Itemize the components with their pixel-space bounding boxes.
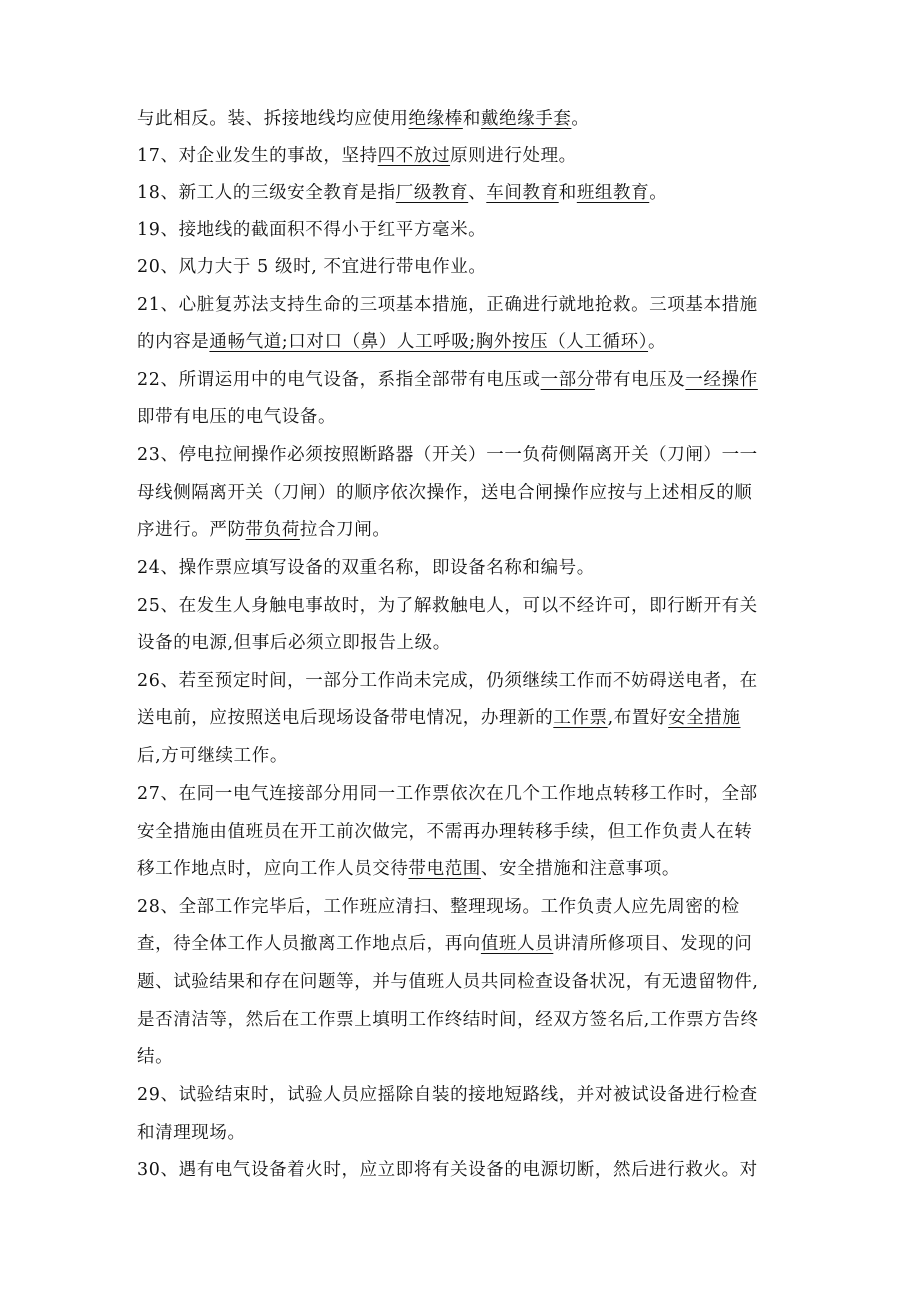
underlined-answer: 通畅气道;口对口（鼻）人工呼吸;胸外按压（人工循环） <box>209 332 649 352</box>
text-segment: 和 <box>558 183 577 203</box>
underlined-answer: 绝缘棒 <box>408 109 463 129</box>
text-line <box>137 144 577 168</box>
text-segment: 拉合刀闸。 <box>299 520 391 540</box>
text-segment: 25、在发生人身触电事故时，为了解救触电人，可以不经许可，即行断开有关 <box>137 596 758 616</box>
text-line <box>137 820 752 844</box>
text-line <box>137 218 486 242</box>
text-line <box>137 1158 758 1182</box>
text-segment: 的内容是 <box>137 332 210 352</box>
text-line <box>137 970 759 994</box>
underlined-answer: 四不放过 <box>377 146 451 166</box>
text-segment: 移工作地点时，应向工作人员交待 <box>137 859 409 879</box>
text-line <box>137 895 740 919</box>
text-segment: 20、风力大于 5 级时, 不宜进行带电作业。 <box>137 257 487 277</box>
text-segment: 18、新工人的三级安全教育是指 <box>137 183 396 203</box>
text-line <box>137 107 590 131</box>
underlined-answer: 厂级教育 <box>395 183 469 203</box>
text-segment: 。 <box>649 183 668 203</box>
text-segment: 序进行。严防 <box>137 520 246 540</box>
text-segment: 26、若至预定时间，一部分工作尚未完成，仍须继续工作而不妨碍送电者，在 <box>137 671 758 691</box>
text-line <box>137 181 667 205</box>
text-segment: 母线侧隔离开关（刀闸）的顺序依次操作，送电合闸操作应按与上述相反的顺 <box>137 483 753 503</box>
text-line <box>137 1008 759 1032</box>
text-line <box>137 330 666 354</box>
text-line <box>137 481 752 505</box>
text-segment: 后,方可继续工作。 <box>137 746 288 766</box>
text-line <box>137 594 758 618</box>
underlined-answer: 值班人员 <box>480 934 554 954</box>
text-segment: 和清理现场。 <box>137 1123 246 1143</box>
text-line <box>137 405 336 429</box>
text-segment: 即带有电压的电气设备。 <box>137 407 337 427</box>
text-segment: 。 <box>648 332 667 352</box>
underlined-answer: 带电范围 <box>408 859 481 879</box>
text-segment: ,布置好 <box>607 708 669 728</box>
text-line <box>137 443 758 467</box>
text-segment: 带有电压及 <box>594 370 686 390</box>
text-segment: 结。 <box>137 1047 174 1067</box>
text-line <box>137 293 758 317</box>
text-segment: 27、在同一电气连接部分用同一工作票依次在几个工作地点转移工作时，全部 <box>137 784 758 804</box>
text-segment: 17、对企业发生的事故，坚持 <box>137 146 378 166</box>
text-segment: 查，待全体工作人员撤离工作地点后，再向 <box>137 934 481 954</box>
text-segment: 和 <box>462 109 481 129</box>
text-line <box>137 744 288 768</box>
text-line <box>137 1045 173 1069</box>
text-line <box>137 556 595 580</box>
text-line <box>137 1083 758 1107</box>
text-segment: 是否清洁等，然后在工作票上填明工作终结时间，经双方签名后,工作票方告终 <box>137 1010 759 1030</box>
text-segment: 、安全措施和注意事项。 <box>480 859 681 879</box>
text-line <box>137 857 680 881</box>
text-line <box>137 669 758 693</box>
underlined-answer: 工作票 <box>553 708 608 728</box>
text-line <box>137 932 752 956</box>
text-segment: 安全措施由值班员在开工前次做完，不需再办理转移手续，但工作负责人在转 <box>137 822 753 842</box>
text-segment: 30、遇有电气设备着火时，应立即将有关设备的电源切断，然后进行救火。对 <box>137 1160 758 1180</box>
underlined-answer: 戴绝缘手套 <box>480 109 572 129</box>
underlined-answer: 班组教育 <box>576 183 650 203</box>
text-line <box>137 518 390 542</box>
underlined-answer: 一经操作 <box>685 370 758 390</box>
underlined-answer: 一部分 <box>540 370 595 390</box>
text-segment: 21、心脏复苏法支持生命的三项基本措施，正确进行就地抢救。三项基本措施 <box>137 295 758 315</box>
text-segment: 。 <box>571 109 590 129</box>
underlined-answer: 安全措施 <box>668 708 741 728</box>
underlined-answer: 带负荷 <box>245 520 300 540</box>
text-segment: 题、试验结果和存在问题等，并与值班人员共同检查设备状况，有无遗留物件, <box>137 972 759 992</box>
text-line <box>137 368 758 392</box>
text-segment: 、 <box>468 183 487 203</box>
text-segment: 22、所谓运用中的电气设备，系指全部带有电压或 <box>137 370 541 390</box>
text-segment: 23、停电拉闸操作必须按照断路器（开关）一一负荷侧隔离开关（刀闸）一一 <box>137 445 758 465</box>
underlined-answer: 车间教育 <box>486 183 559 203</box>
text-segment: 19、接地线的截面积不得小于红平方毫米。 <box>137 220 487 240</box>
text-segment: 讲清所修项目、发现的问 <box>553 934 753 954</box>
text-line <box>137 255 486 279</box>
text-line <box>137 706 741 730</box>
text-segment: 28、全部工作完毕后，工作班应清扫、整理现场。工作负责人应先周密的检 <box>137 897 740 917</box>
text-line <box>137 782 758 806</box>
text-segment: 设备的电源,但事后必须立即报告上级。 <box>137 633 451 653</box>
text-segment: 与此相反。装、拆接地线均应使用 <box>137 109 409 129</box>
text-segment: 原则进行处理。 <box>450 146 577 166</box>
text-segment: 24、操作票应填写设备的双重名称，即设备名称和编号。 <box>137 558 595 578</box>
text-line <box>137 1121 246 1145</box>
text-segment: 送电前，应按照送电后现场设备带电情况，办理新的 <box>137 708 554 728</box>
text-line <box>137 631 451 655</box>
text-segment: 29、试验结束时，试验人员应摇除自装的接地短路线，并对被试设备进行检查 <box>137 1085 758 1105</box>
